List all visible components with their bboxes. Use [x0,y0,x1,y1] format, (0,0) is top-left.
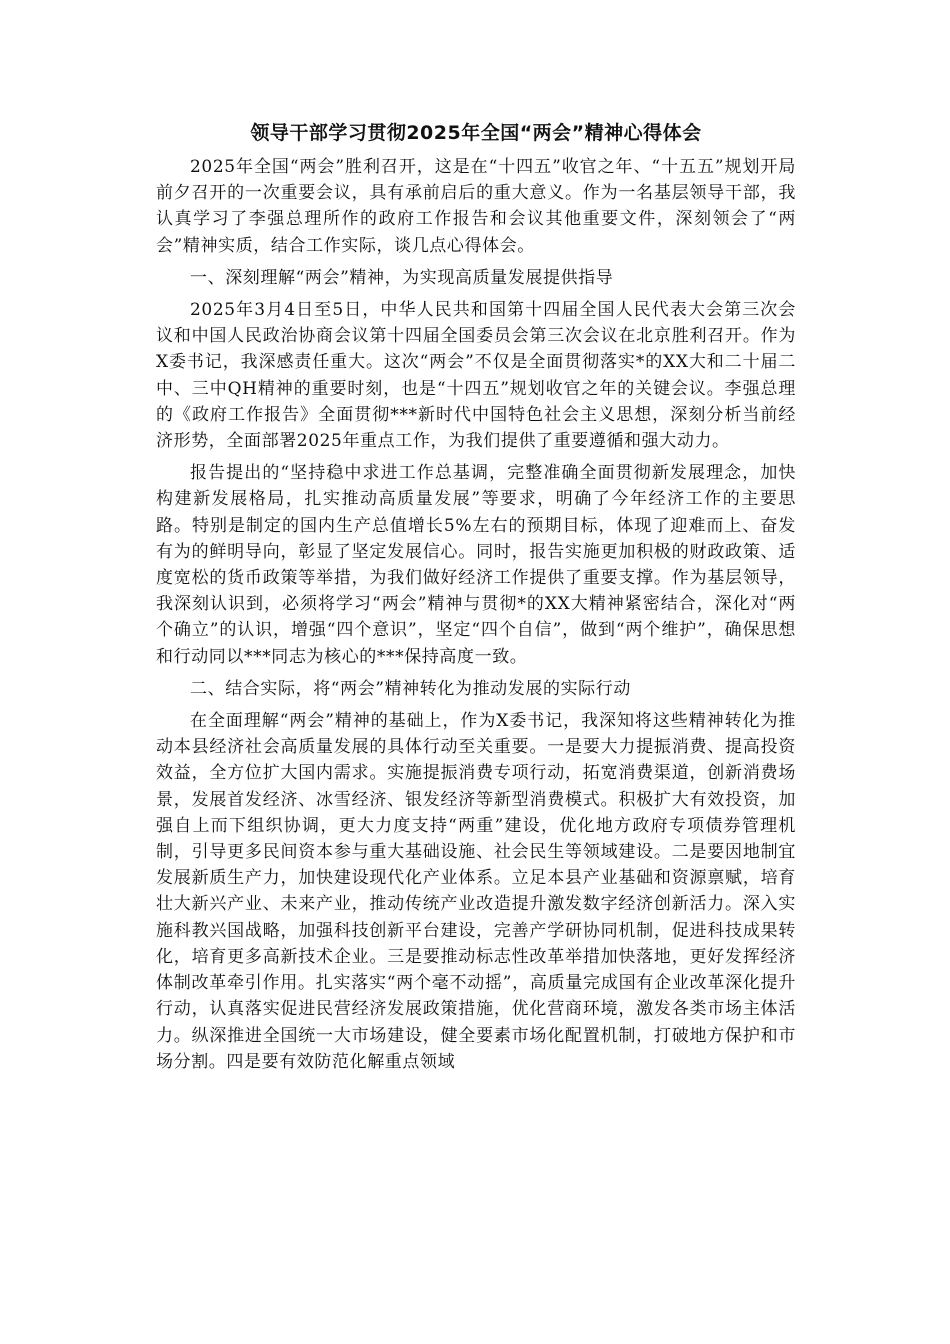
body-paragraph: 报告提出的“坚持稳中求进工作总基调，完整准确全面贯彻新发展理念，加快构建新发展格局，扎实推动高质量发展”等要求，明确了今年经济工作的主要思路。特别是制定的国内生产总值增长5%左右的预期目标，体现了迎难而上、奋发有为的鲜明导向，彰显了坚定发展信心。同时，报告实施更加积极的财政政策、适度宽松的货币政策等举措，为我们做好经济工作提供了重要支撑。作为基层领导，我深刻认识到，必须将学习“两会”精神与贯彻*的XX大精神紧密结合，深化对“两个确立”的认识，增强“四个意识”，坚定“四个自信”，做到“两个维护”，确保思想和行动同以***同志为核心的***保持高度一致。 [156,463,796,667]
section-heading: 二、结合实际，将“两会”精神转化为推动发展的实际行动 [190,678,631,699]
section-heading: 一、深刻理解“两会”精神，为实现高质量发展提供指导 [190,267,614,288]
document-title: 领导干部学习贯彻2025年全国“两会”精神心得体会 [250,122,702,144]
body-paragraph: 在全面理解“两会”精神的基础上，作为X委书记，我深知将这些精神转化为推动本县经济社会高质量发展的具体行动至关重要。一是要大力提振消费、提高投资效益，全方位扩大国内需求。实施提振消费专项行动，拓宽消费渠道，创新消费场景，发展首发经济、冰雪经济、银发经济等新型消费模式。积极扩大有效投资，加强自上而下组织协调，更大力度支持“两重”建设，优化地方政府专项债券管理机制，引导更多民间资本参与重大基础设施、社会民生等领域建设。二是要因地制宜发展新质生产力，加快建设现代化产业体系。立足本县产业基础和资源禀赋，培育壮大新兴产业、未来产业，推动传统产业改造提升激发数字经济创新活力。深入实施科教兴国战略，加强科技创新平台建设，完善产学研协同机制，促进科技成果转化，培育更多高新技术企业。三是要推动标志性改革举措加快落地，更好发挥经济体制改革牵引作用。扎实落实“两个毫不动摇”，高质量完成国有企业改革深化提升行动，认真落实促进民营经济发展政策措施，优化营商环境，激发各类市场主体活力。纵深推进全国统一大市场建设，健全要素市场化配置机制，打破地方保护和市场分割。四是要有效防范化解重点领域 [156,711,796,1072]
body-paragraph: 2025年3月4日至5日，中华人民共和国第十四届全国人民代表大会第三次会议和中国人民政治协商会议第十四届全国委员会第三次会议在北京胜利召开。作为X委书记，我深感责任重大。这次“两会”不仅是全面贯彻落实*的XX大和二十届二中、三中QH精神的重要时刻，也是“十四五”规划收官之年的关键会议。李强总理的《政府工作报告》全面贯彻***新时代中国特色社会主义思想，深刻分析当前经济形势，全面部署2025年重点工作，为我们提供了重要遵循和强大动力。 [156,300,796,452]
document-body [156,118,796,1081]
body-paragraph: 2025年全国“两会”胜利召开，这是在“十四五”收官之年、“十五五”规划开局前夕召开的一次重要会议，具有承前启后的重大意义。作为一名基层领导干部，我认真学习了李强总理所作的政府工作报告和会议其他重要文件，深刻领会了“两会”精神实质，结合工作实际，谈几点心得体会。 [156,157,796,256]
